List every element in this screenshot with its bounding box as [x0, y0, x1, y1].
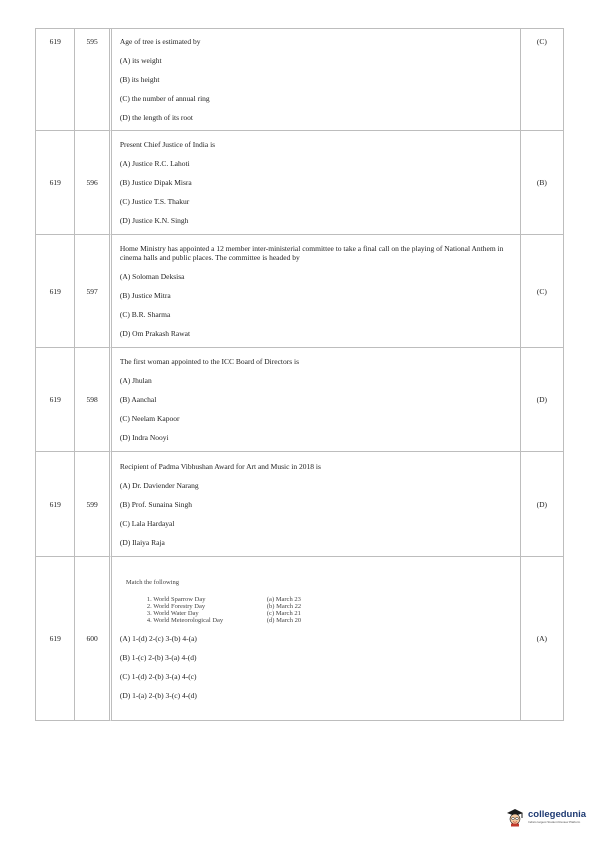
option-d: (D) Om Prakash Rawat: [119, 329, 191, 338]
paper-code: 619: [36, 348, 75, 452]
question-number: 600: [75, 557, 112, 721]
paper-code: 619: [36, 557, 75, 721]
question-number: 597: [75, 235, 112, 348]
option-d: (D) Ilaiya Raja: [119, 537, 165, 547]
option-b: (B) Justice Dipak Misra: [119, 178, 192, 187]
question-text: Present Chief Justice of India is: [119, 140, 216, 149]
option-c: (C) Justice T.S. Thakur: [119, 197, 190, 206]
paper-code: 619: [36, 29, 75, 131]
match-right-item: (a) March 23: [266, 596, 301, 603]
answer-key: (D): [521, 348, 564, 452]
question-table: [35, 28, 564, 721]
question-text: The first woman appointed to the ICC Board of Directors is: [119, 357, 300, 366]
table-row: [36, 348, 564, 452]
graduate-mascot-icon: [505, 807, 525, 827]
question-text: Age of tree is estimated by: [119, 37, 201, 46]
match-left-item: 4. World Meteorological Day: [146, 617, 224, 624]
option-a: (A) Dr. Daviender Narang: [119, 480, 199, 490]
option-d: (D) Justice K.N. Singh: [119, 216, 189, 225]
option-c: (C) B.R. Sharma: [119, 310, 171, 319]
option-a: (A) Soloman Deksisa: [119, 272, 185, 281]
match-column-right: [267, 596, 301, 624]
option-a: (A) Justice R.C. Lahoti: [119, 159, 190, 168]
question-cell: [112, 29, 521, 131]
answer-key: (A): [521, 557, 564, 721]
option-d: (D) 1-(a) 2-(b) 3-(c) 4-(d): [119, 691, 197, 700]
paper-code: 619: [36, 131, 75, 235]
question-cell: [112, 557, 521, 721]
paper-code: 619: [36, 452, 75, 557]
option-d: (D) Indra Nooyi: [119, 433, 169, 442]
match-column-left: [147, 596, 267, 624]
question-number: 595: [75, 29, 112, 131]
option-c: (C) Lala Hardayal: [119, 518, 175, 528]
table-row: [36, 235, 564, 348]
question-cell: [112, 235, 521, 348]
answer-key: (D): [521, 452, 564, 557]
match-left-item: 2. World Forestry Day: [146, 603, 206, 610]
question-text: Home Ministry has appointed a 12 member inter-ministerial committee to take a final call on the playing of National Anthem in cinema halls and public places. The committee is headed by: [119, 244, 504, 262]
table-row: [36, 452, 564, 557]
option-a: (A) 1-(d) 2-(c) 3-(b) 4-(a): [119, 634, 197, 643]
question-number: 599: [75, 452, 112, 557]
answer-key: (C): [521, 29, 564, 131]
match-right-item: (b) March 22: [266, 603, 302, 610]
logo-wordmark: collegedunia: [528, 809, 587, 820]
question-cell: [112, 348, 521, 452]
question-text: Recipient of Padma Vibhushan Award for Art and Music in 2018 is: [119, 461, 321, 471]
answer-key: (C): [521, 235, 564, 348]
option-c: (C) the number of annual ring: [119, 94, 210, 103]
match-right-item: (c) March 21: [266, 610, 301, 617]
match-title: Match the following: [125, 579, 179, 586]
option-a: (A) Jhulan: [119, 376, 152, 385]
option-b: (B) Prof. Sunaina Singh: [119, 499, 192, 509]
paper-code: 619: [36, 235, 75, 348]
logo-tagline: India's largest Student Review Platform: [528, 820, 581, 824]
option-c: (C) 1-(d) 2-(b) 3-(a) 4-(c): [119, 672, 197, 681]
question-cell: [112, 131, 521, 235]
match-left-item: 1. World Sparrow Day: [146, 596, 206, 603]
question-number: 598: [75, 348, 112, 452]
option-c: (C) Neelam Kapoor: [119, 414, 180, 423]
table-row: [36, 29, 564, 131]
match-grid: [147, 596, 512, 624]
option-a: (A) its weight: [119, 56, 162, 65]
match-right-item: (d) March 20: [266, 617, 302, 624]
option-d: (D) the length of its root: [119, 113, 194, 122]
question-number: 596: [75, 131, 112, 235]
option-b: (B) its height: [119, 75, 160, 84]
match-the-following-image: [120, 571, 512, 624]
table-row: [36, 557, 564, 721]
table-row: [36, 131, 564, 235]
option-b: (B) 1-(c) 2-(b) 3-(a) 4-(d): [119, 653, 197, 662]
collegedunia-logo: [505, 807, 586, 827]
option-b: (B) Justice Mitra: [119, 291, 171, 300]
option-b: (B) Aanchal: [119, 395, 157, 404]
answer-key: (B): [521, 131, 564, 235]
match-left-item: 3. World Water Day: [146, 610, 199, 617]
question-cell: [112, 452, 521, 557]
